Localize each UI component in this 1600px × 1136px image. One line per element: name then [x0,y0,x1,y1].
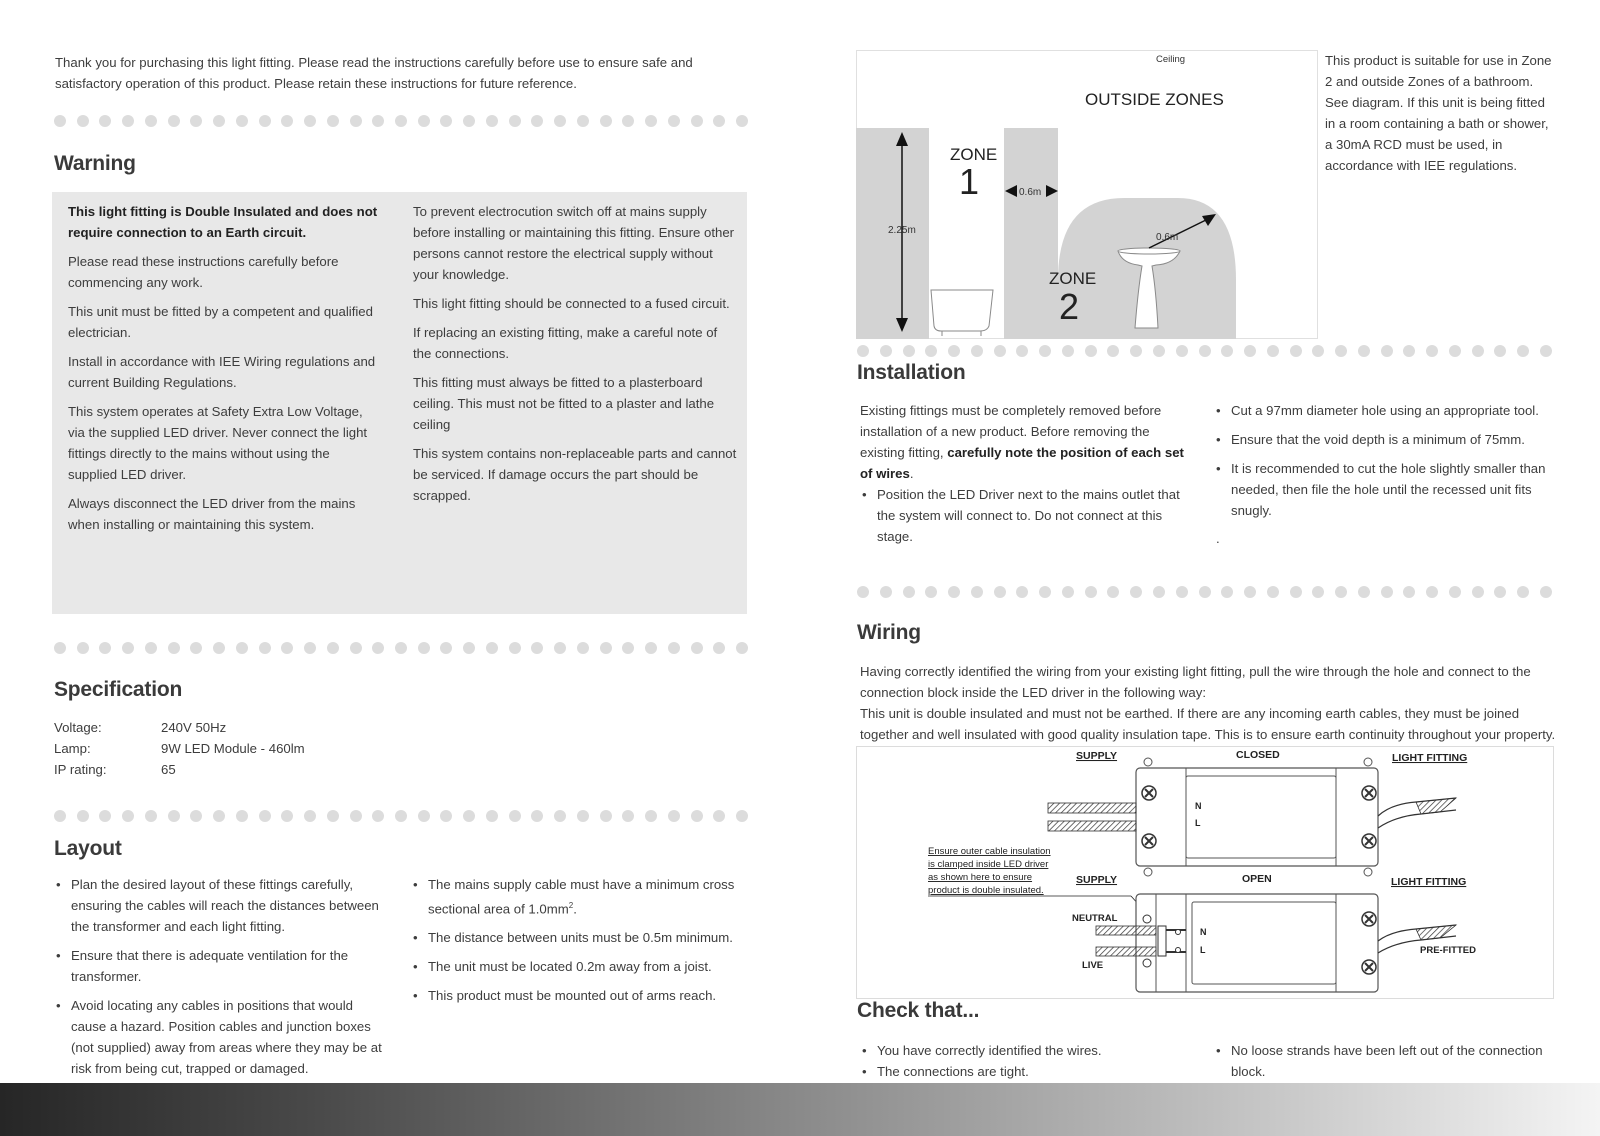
divider-dot [925,586,937,598]
divider-dot [713,810,725,822]
divider-dot [1494,586,1506,598]
spec-row-ip [54,759,176,780]
divider-dot [1335,586,1347,598]
divider-dot [418,810,430,822]
divider-dot [122,810,134,822]
divider-dot [1176,586,1188,598]
divider-dot [1153,586,1165,598]
divider-dot [99,642,111,654]
divider-dot [1153,345,1165,357]
divider-dot [372,115,384,127]
divider-dot [1199,586,1211,598]
warning-heading: Warning [54,152,136,175]
installation-heading: Installation [857,361,966,384]
zone1-number: 1 [959,161,980,202]
divider-dot [145,115,157,127]
divider-dot [531,642,543,654]
divider-dot [1449,586,1461,598]
divider-dot [1176,345,1188,357]
divider-dot [622,810,634,822]
divider-dot [236,115,248,127]
stray-dot: . [1216,531,1220,546]
divider-dot [1221,345,1233,357]
zone2-word: ZONE [1049,269,1097,288]
spec-row-lamp [54,738,305,759]
divider-dot [1381,586,1393,598]
wiring-heading: Wiring [857,621,921,644]
warning-item: To prevent electrocution switch off at mains supply before installing or maintaining this fitting. Ensure other persons cannot restore the electrical supply without your knowledge. [413,204,735,282]
divider-dot [440,115,452,127]
live-cable [1096,947,1156,956]
divider-dot [531,810,543,822]
zone-wall-mid [1004,128,1058,339]
driver-open-lid [1192,902,1336,984]
warning-box [52,192,747,614]
divider-dot [1130,586,1142,598]
divider-dot [994,586,1006,598]
divider-dot [903,345,915,357]
divider-dot [903,586,915,598]
divider-dot [1062,586,1074,598]
divider-dot [645,810,657,822]
divider-dot [77,642,89,654]
divider-dot [1426,345,1438,357]
bath-icon [931,290,993,331]
n-label-closed: N [1195,801,1202,811]
divider-dot [1130,345,1142,357]
divider-dot [691,115,703,127]
divider-dot [122,642,134,654]
check-left-list [860,1040,1190,1082]
divider-dot [486,115,498,127]
warning-item: Always disconnect the LED driver from the mains when installing or maintaining this system. [68,496,356,532]
divider-dot [509,642,521,654]
divider-dot [736,810,748,822]
svg-text:product is double insulated.: product is double insulated. [928,885,1044,896]
divider-dot [395,810,407,822]
divider-dot [1221,586,1233,598]
divider-dot [372,810,384,822]
divider-dot [486,642,498,654]
divider-dot [281,642,293,654]
outside-zones-label: OUTSIDE ZONES [1085,90,1224,109]
height-label: 2.25m [888,225,916,236]
divider-dot [1494,345,1506,357]
divider-dot [668,810,680,822]
divider-dot [1107,586,1119,598]
divider-dot [554,642,566,654]
spec-label: IP rating: [54,762,107,777]
divider-dot [350,642,362,654]
spec-row-voltage [54,717,226,738]
divider-dot [925,345,937,357]
divider-dot [327,642,339,654]
warning-item: This system operates at Safety Extra Low Voltage, via the supplied LED driver. Never connect the light fittings directly to the mains without using the supplied LED driver. [68,404,368,482]
divider-dot [577,810,589,822]
layout-heading: Layout [54,837,122,860]
layout-item: • Avoid locating any cables in positions that would cause a hazard. Position cables and junction boxes (not supplied) away from areas where they may be at risk from being cut, trapped or damaged. [54,995,389,1079]
divider-dot [1517,345,1529,357]
layout-left-list [54,874,389,1087]
specification-heading: Specification [54,678,183,701]
neutral-cable [1096,926,1156,935]
warning-item: This system contains non-replaceable parts and cannot be serviced. If damage occurs the part should be scrapped. [413,446,737,503]
wiring-para-2: This unit is double insulated and must not be earthed. If there are any incoming earth cables, they must be joined together and well insulated with good quality insulation tape. This is to ensure earth continuity throughout your property. [860,706,1556,742]
divider-dot [857,586,869,598]
spec-value: 9W LED Module - 460lm [161,741,305,756]
divider-dot [54,810,66,822]
divider-dot [213,115,225,127]
divider-dot [486,810,498,822]
screw-icon [1362,834,1376,848]
divider-dot [1472,345,1484,357]
divider-dot [99,810,111,822]
warning-item: This unit must be fitted by a competent and qualified electrician. [68,304,373,340]
divider-dot [327,810,339,822]
supply-label-top: SUPPLY [1076,750,1118,762]
divider-dot [622,115,634,127]
l-label-open: L [1200,945,1206,955]
divider-dot [99,115,111,127]
divider-dot [736,642,748,654]
divider-dot [304,810,316,822]
cable-clamp [1158,926,1166,956]
open-label: OPEN [1242,873,1272,885]
divider-dot [948,345,960,357]
wiring-para-1: Having correctly identified the wiring from your existing light fitting, pull the wire through the hole and connect to the connection block inside the LED driver in the following way: [860,664,1531,700]
layout-item: • This product must be mounted out of arms reach. [411,985,747,1006]
divider-dot [971,345,983,357]
warning-left-column [68,201,380,543]
installation-item: • Cut a 97mm diameter hole using an appropriate tool. [1214,400,1556,421]
screw-icon [1142,786,1156,800]
supply-cable [1048,803,1136,813]
divider-dot [1244,586,1256,598]
divider-dot [190,642,202,654]
bathroom-zones-diagram [856,50,1318,340]
divider-dot [463,115,475,127]
divider-dot [1517,586,1529,598]
divider-dot [440,642,452,654]
screw-icon [1362,960,1376,974]
divider-dot [395,115,407,127]
divider-dot [668,642,680,654]
installation-left-list [860,484,1196,555]
divider-dot [236,810,248,822]
divider-dot [1381,345,1393,357]
divider-dot [691,642,703,654]
divider-dot [440,810,452,822]
layout-item: • The unit must be located 0.2m away from a joist. [411,956,747,977]
warning-item: Please read these instructions carefully before commencing any work. [68,254,339,290]
warning-right-column [413,201,739,514]
divider-dot [350,810,362,822]
divider-dot [168,642,180,654]
installation-item: • Ensure that the void depth is a minimum of 75mm. [1214,429,1556,450]
intro-text: Thank you for purchasing this light fitting. Please read the instructions carefully before use to ensure safe and satisfactory operation of this product. Please retain these instructions for future reference. [55,55,693,91]
divider-dot [554,115,566,127]
divider-dot [509,115,521,127]
divider-dot [259,810,271,822]
divider-dot [1312,586,1324,598]
closed-label: CLOSED [1236,749,1280,761]
divider-dot [463,642,475,654]
screw-icon [1362,912,1376,926]
zone1-word: ZONE [950,145,998,164]
warning-item: If replacing an existing fitting, make a careful note of the connections. [413,325,718,361]
divider-dot [531,115,543,127]
divider-dot [1449,345,1461,357]
divider-dot [190,115,202,127]
divider-dot [327,115,339,127]
neutral-label: NEUTRAL [1072,913,1118,924]
divider-dot [1199,345,1211,357]
divider-dot [304,642,316,654]
divider-dot [281,115,293,127]
divider-dot [948,586,960,598]
zone2-number: 2 [1059,286,1080,327]
installation-intro: Existing fittings must be completely removed before installation of a new product. Before removing the existing fitting, carefully note the position of each set of wires. [860,403,1184,481]
divider-dot [1267,345,1279,357]
divider-dot [54,642,66,654]
divider-dot [304,115,316,127]
divider-dot [971,586,983,598]
divider-dot [691,810,703,822]
divider-dot [1358,586,1370,598]
divider-dot [622,642,634,654]
installation-right-list [1214,400,1556,529]
divider-dot [1085,586,1097,598]
divider-dot [77,810,89,822]
spec-label: Lamp: [54,741,91,756]
divider-dot [1290,345,1302,357]
layout-item: • Plan the desired layout of these fittings carefully, ensuring the cables will reach the distances between the transformer and each light fitting. [54,874,389,937]
divider-dot [418,115,430,127]
divider-dot [213,642,225,654]
dot-divider [857,586,1552,598]
divider-dot [259,642,271,654]
divider-dot [145,642,157,654]
divider-dot [880,345,892,357]
divider-dot [145,810,157,822]
divider-dot [1039,345,1051,357]
divider-dot [1267,586,1279,598]
divider-dot [122,115,134,127]
divider-dot [645,642,657,654]
divider-dot [372,642,384,654]
divider-dot [395,642,407,654]
divider-dot [281,810,293,822]
divider-dot [1290,586,1302,598]
dot-divider [54,115,748,127]
divider-dot [1540,586,1552,598]
divider-dot [713,115,725,127]
divider-dot [54,115,66,127]
divider-dot [1039,586,1051,598]
warning-item: This fitting must always be fitted to a plasterboard ceiling. This must not be fitted to a plaster and lathe ceiling [413,375,715,432]
dot-divider [54,810,748,822]
divider-dot [1244,345,1256,357]
divider-dot [600,642,612,654]
zone1-dist-label: 0.6m [1019,187,1042,198]
divider-dot [213,810,225,822]
divider-dot [554,810,566,822]
zones-note: This product is suitable for use in Zone 2 and outside Zones of a bathroom. See diagram. If this unit is being fitted in a room containing a bath or shower, a 30mA RCD must be used, in accordance with IEE regulations. [1325,53,1552,173]
divider-dot [1016,345,1028,357]
supply-label-bottom: SUPPLY [1076,874,1118,886]
divider-dot [1062,345,1074,357]
footer-gradient-bar [0,1083,1600,1136]
divider-dot [645,115,657,127]
driver-closed-lid [1186,776,1336,858]
divider-dot [236,642,248,654]
svg-text:is clamped inside LED driver: is clamped inside LED driver [928,859,1049,870]
wiring-diagram [856,746,1554,999]
divider-dot [577,115,589,127]
divider-dot [577,642,589,654]
screw-icon [1142,834,1156,848]
divider-dot [509,810,521,822]
divider-dot [1540,345,1552,357]
check-item: • You have correctly identified the wires. [860,1040,1190,1061]
divider-dot [1312,345,1324,357]
installation-item: • It is recommended to cut the hole slightly smaller than needed, then file the hole until the recessed unit fits snugly. [1214,458,1556,521]
divider-dot [77,115,89,127]
live-label: LIVE [1082,960,1104,971]
screw-icon [1362,786,1376,800]
divider-dot [600,810,612,822]
divider-dot [259,115,271,127]
warning-item: This light fitting should be connected to a fused circuit. [413,296,730,311]
warning-item: Install in accordance with IEE Wiring regulations and current Building Regulations. [68,354,376,390]
divider-dot [418,642,430,654]
divider-dot [1426,586,1438,598]
divider-dot [1403,586,1415,598]
divider-dot [1403,345,1415,357]
dot-divider [857,345,1552,357]
divider-dot [1472,586,1484,598]
divider-dot [1335,345,1347,357]
divider-dot [1358,345,1370,357]
supply-cable [1048,821,1136,831]
installation-item: • Position the LED Driver next to the mains outlet that the system will connect to. Do not connect at this stage. [860,484,1196,547]
divider-dot [168,115,180,127]
divider-dot [350,115,362,127]
spec-value: 240V 50Hz [161,720,227,735]
layout-item: • The mains supply cable must have a minimum cross sectional area of $1.0mm^2$. [411,874,747,919]
layout-item: • The distance between units must be 0.5m minimum. [411,927,747,948]
divider-dot [713,642,725,654]
pre-fitted-label: PRE-FITTED [1420,945,1476,956]
l-label-closed: L [1195,818,1201,828]
spec-label: Voltage: [54,720,102,735]
light-fitting-label-top: LIGHT FITTING [1392,752,1468,764]
svg-text:Ensure outer cable insulation: Ensure outer cable insulation [928,846,1051,857]
svg-text:as shown here to ensure: as shown here to ensure [928,872,1033,883]
divider-dot [1107,345,1119,357]
divider-dot [190,810,202,822]
warning-double-insulated: This light fitting is Double Insulated and does not require connection to an Earth circuit. [68,204,378,240]
divider-dot [857,345,869,357]
divider-dot [1016,586,1028,598]
check-heading: Check that... [857,999,980,1022]
check-item: • No loose strands have been left out of the connection block. [1214,1040,1544,1082]
spec-value: 65 [161,762,176,777]
divider-dot [994,345,1006,357]
divider-dot [168,810,180,822]
divider-dot [600,115,612,127]
divider-dot [463,810,475,822]
check-item: • The connections are tight. [860,1061,1190,1082]
light-fitting-label-bottom: LIGHT FITTING [1391,876,1467,888]
layout-item: • Ensure that there is adequate ventilation for the transformer. [54,945,389,987]
n-label-open: N [1200,927,1207,937]
divider-dot [668,115,680,127]
divider-dot [736,115,748,127]
divider-dot [880,586,892,598]
ceiling-label: Ceiling [1156,54,1186,65]
layout-right-list [411,874,747,1014]
divider-dot [1085,345,1097,357]
dot-divider [54,642,748,654]
zone2-dist-label: 0.6m [1156,232,1179,243]
